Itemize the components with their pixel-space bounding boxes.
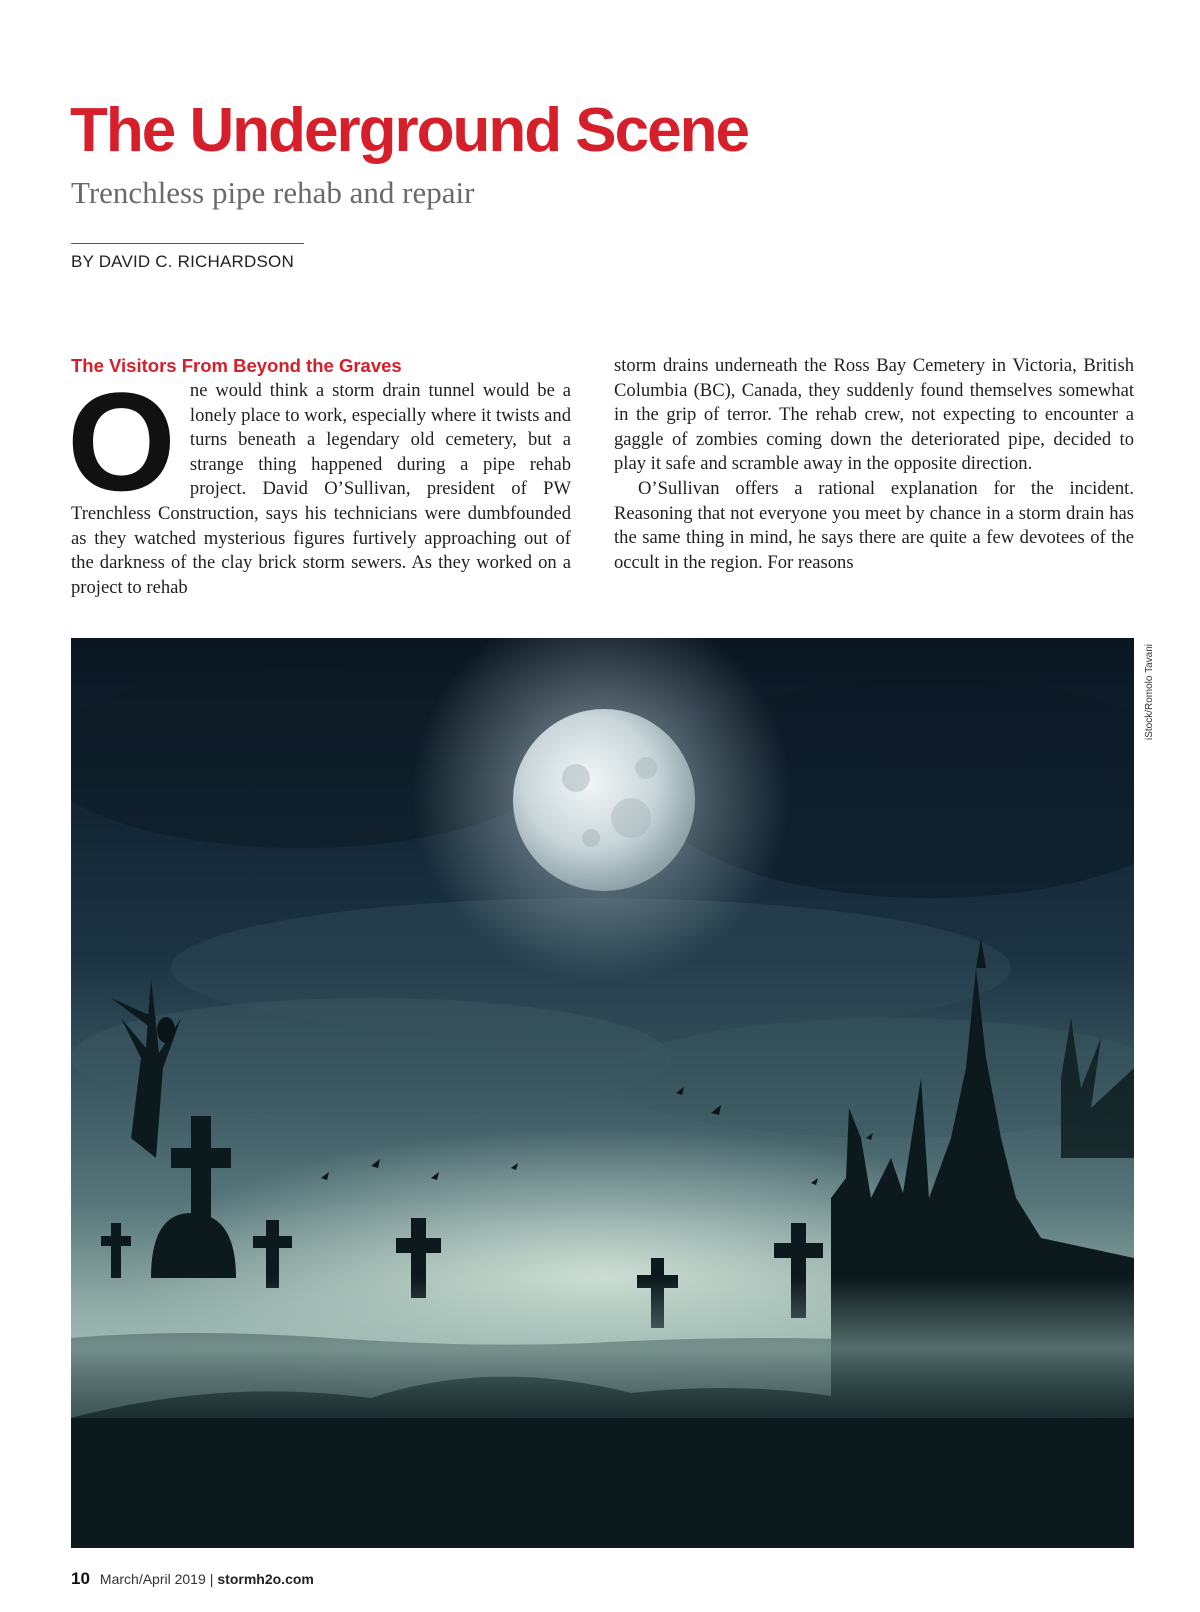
section-heading: The Visitors From Beyond the Graves [71, 355, 402, 376]
deck-subtitle: Trenchless pipe rehab and repair [71, 175, 475, 210]
footer-separator: | [209, 1571, 214, 1587]
graveyard-photo [71, 638, 1134, 1548]
paragraph-text: ne would think a storm drain tunnel would be a lonely place to work, especially where it twists and turns beneath a legendary old cemetery, but a strange thing happened during a pipe rehab project. David O’Sullivan, president of PW Trenchless Construction, says his technicians were dumbfounded as they watched mysterious figures furtively approaching out of the darkness of the clay brick storm sewers. As they worked on a project to rehab [71, 380, 571, 598]
paragraph: O’Sullivan offers a rational explanation for the incident. Reasoning that not everyone you meet by chance in a storm drain has the same thing in mind, he says there are quite a few devotees of the occult in the region. For reasons [614, 477, 1134, 573]
page-footer [71, 1569, 314, 1589]
byline: BY DAVID C. RICHARDSON [71, 252, 294, 271]
article-column-2 [614, 354, 1134, 575]
graveyard-illustration [71, 638, 1134, 1548]
drop-cap: O [67, 363, 176, 520]
photo-credit: iStock/Romolo Tavani [1144, 644, 1155, 740]
paragraph: storm drains underneath the Ross Bay Cemetery in Victoria, British Columbia (BC), Canada, they suddenly found themselves somewhat in the grip of terror. The rehab crew, not expecting to encounter a gaggle of zombies coming down the deteriorated pipe, decided to play it safe and scramble away in the opposite direction. [614, 355, 1134, 475]
byline-rule [71, 243, 304, 244]
issue-date: March/April 2019 [99, 1571, 206, 1587]
page-number: 10 [71, 1569, 90, 1588]
article-column-1 [67, 354, 571, 600]
website-link[interactable]: stormh2o.com [217, 1571, 314, 1587]
headline: The Underground Scene [70, 96, 748, 165]
